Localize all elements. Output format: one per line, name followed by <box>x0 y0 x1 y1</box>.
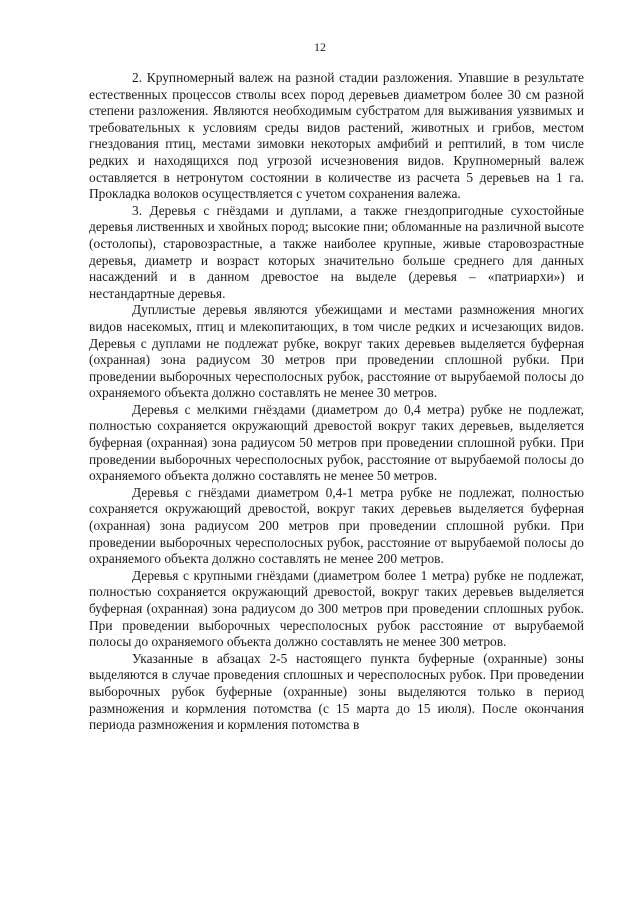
paragraph-medium-nests: Деревья с гнёздами диаметром 0,4-1 метра рубке не подлежат, полностью сохраняется окружающий древостой, вокруг таких деревьев выделяется буферная (охранная) зона радиусом 200 метров при проведении сплошной рубки. При проведении выборочных чересполосных рубок, расстояние от вырубаемой полосы до охраняемого объекта должно составлять не менее 200 метров. <box>89 484 584 567</box>
page-number: 12 <box>314 40 326 54</box>
document-body <box>89 70 584 734</box>
paragraph-large-nests: Деревья с крупными гнёздами (диаметром более 1 метра) рубке не подлежат, полностью сохраняется окружающий древостой, вокруг таких деревьев выделяется буферная (охранная) зона радиусом до 300 метров при проведении сплошных рубок. При проведении выборочных чересполосных рубок расстояние от вырубаемой полосы до охраняемого объекта должно составлять не менее 300 метров. <box>89 567 584 650</box>
paragraph-nest-trees: 3. Деревья с гнёздами и дуплами, а также гнездопригодные сухостойные деревья лиственных и хвойных пород; высокие пни; обломанные на различной высоте (остолопы), старовозрастные, а также наиболее крупные, живые старовозрастные деревья, диаметр и возраст которых значительно больше среднего для данных насаждений и в данном древостое на выделе (деревья – «патриархи») и нестандартные деревья. <box>89 202 584 301</box>
paragraph-small-nests: Деревья с мелкими гнёздами (диаметром до 0,4 метра) рубке не подлежат, полностью сохраняется окружающий древостой вокруг таких деревьев, выделяется буферная (охранная) зона радиусом 50 метров при проведении сплошной рубки. При проведении выборочных чересполосных рубок, расстояние от вырубаемой полосы до охраняемого объекта должно составлять не менее 50 метров. <box>89 401 584 484</box>
paragraph-hollow-trees: Дуплистые деревья являются убежищами и местами размножения многих видов насекомых, птиц и млекопитающих, в том числе редких и исчезающих видов. Деревья с дуплами не подлежат рубке, вокруг таких деревьев выделяется буферная (охранная) зона радиусом 30 метров при проведении сплошной рубки. При проведении выборочных чересполосных рубок, расстояние от вырубаемой полосы до охраняемого объекта должно составлять не менее 30 метров. <box>89 302 584 401</box>
paragraph-buffer-zones: Указанные в абзацах 2-5 настоящего пункта буферные (охранные) зоны выделяются в случае проведения сплошных и чересполосных рубок. При проведении выборочных рубок буферные (охранные) зоны выделяются только в период размножения и кормления потомства (с 15 марта до 15 июля). После окончания периода размножения и кормления потомства в <box>89 650 584 733</box>
paragraph-deadwood: 2. Крупномерный валеж на разной стадии разложения. Упавшие в результате естественных процессов стволы всех пород деревьев диаметром более 30 см разной степени разложения. Являются необходимым субстратом для выживания уязвимых и требовательных к условиям среды видов растений, животных и грибов, местом гнездования птиц, местами зимовки некоторых амфибий и рептилий, в том числе редких и находящихся под угрозой исчезновения видов. Крупномерный валеж оставляется в нетронутом состоянии в количестве из расчета 5 деревьев на 1 га. Прокладка волоков осуществляется с учетом сохранения валежа. <box>89 70 584 202</box>
